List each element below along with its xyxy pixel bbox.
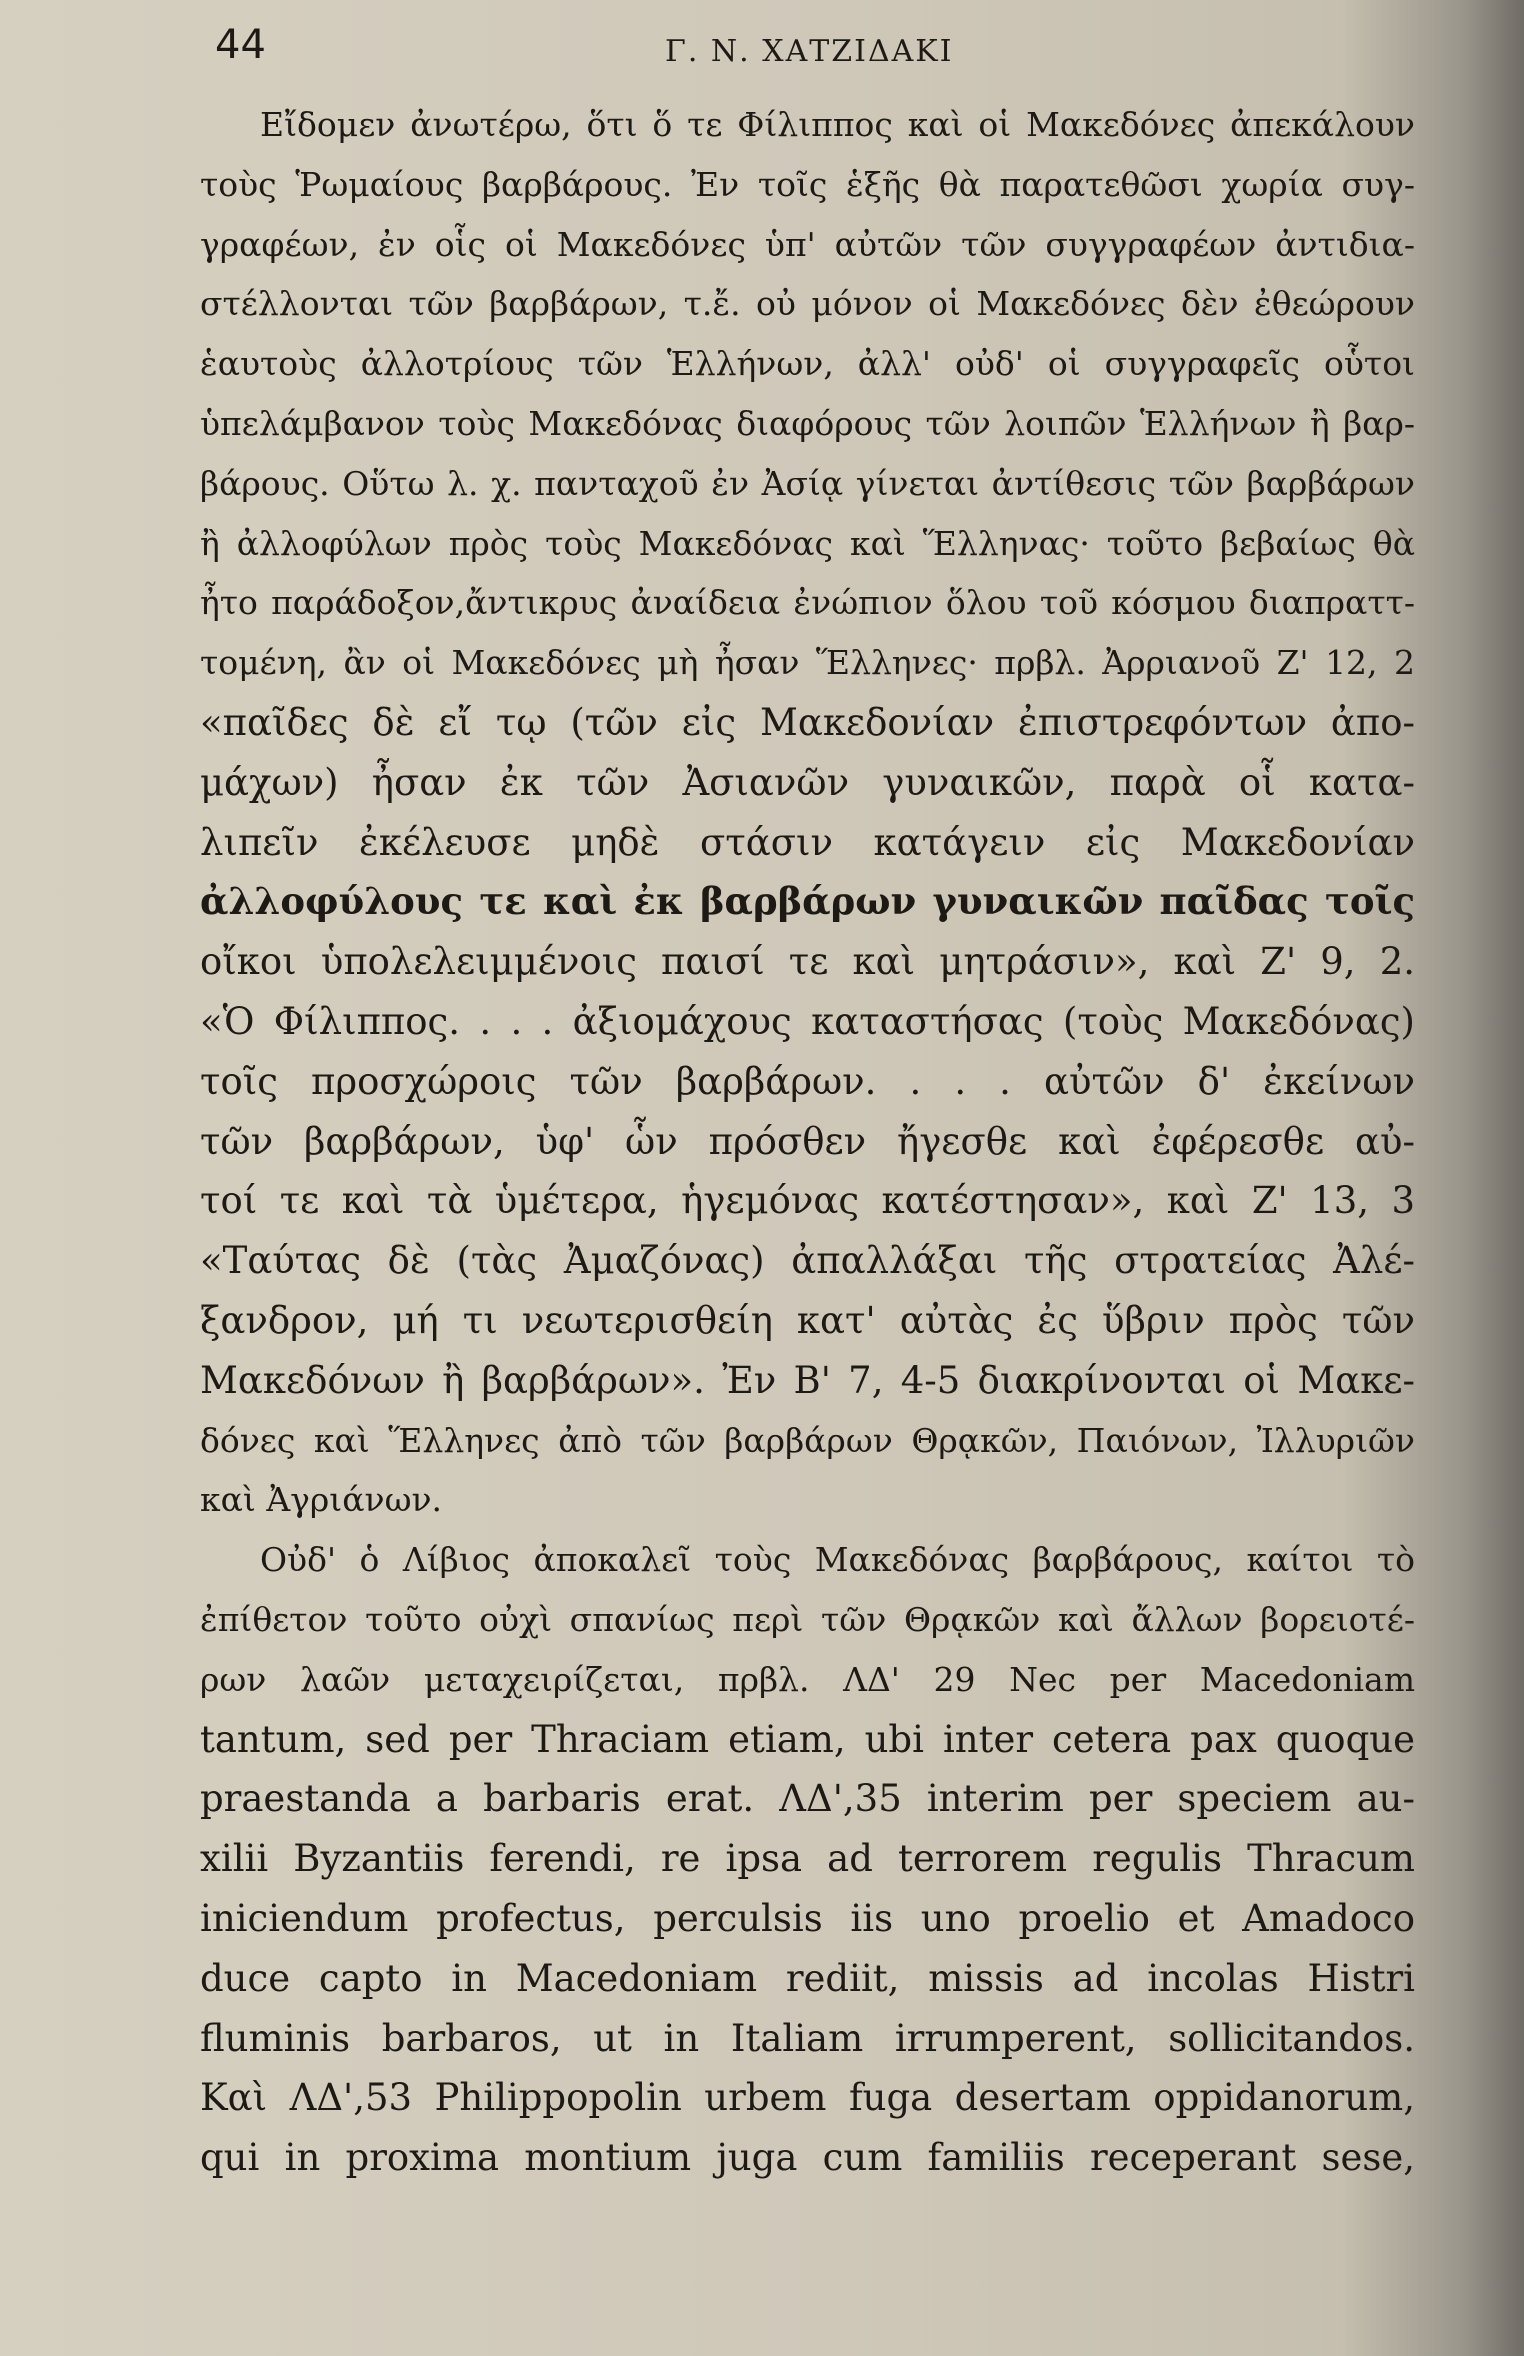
quote-line: λιπεῖν ἐκέλευσε μηδὲ στάσιν κατάγειν εἰς Μακεδονίαν (200, 820, 1415, 864)
quote-line: οἴκοι ὑπολελειμμένοις παισί τε καὶ μητράσιν», καὶ Ζ' 9, 2. (200, 940, 1415, 984)
quote-line: «Ὁ Φίλιππος. . . . ἀξιομάχους καταστήσας (τοὺς Μακεδόνας) (200, 999, 1415, 1043)
text-line: τομένη, ἂν οἱ Μακεδόνες μὴ ἦσαν Ἕλληνες· πρβλ. Ἀρριανοῦ Ζ' 12, 2 (200, 643, 1415, 683)
running-head: Γ. Ν. ΧΑΤΖΙΔΑΚΙ (665, 34, 954, 69)
latin-line: duce capto in Macedoniam rediit, missis ad incolas Histri (200, 1956, 1415, 2000)
quote-line: ξανδρον, μή τι νεωτερισθείη κατ' αὐτὰς ἐς ὕβριν πρὸς τῶν (200, 1298, 1415, 1342)
body-text (200, 95, 1415, 2188)
page-number: 44 (215, 22, 266, 68)
text-line: Εἴδομεν ἀνωτέρω, ὅτι ὅ τε Φίλιππος καὶ οἱ Μακεδόνες ἀπεκάλουν (260, 105, 1415, 144)
text-line: ἦτο παράδοξον,ἄντικρυς ἀναίδεια ἐνώπιον ὅλου τοῦ κόσμου διαπραττ- (200, 583, 1415, 623)
quote-line: τοῖς προσχώροις τῶν βαρβάρων. . . . αὐτῶν δ' ἐκείνων (200, 1059, 1415, 1103)
text-line: δόνες καὶ Ἕλληνες ἀπὸ τῶν βαρβάρων Θρᾳκῶν, Παιόνων, Ἰλλυριῶν (200, 1420, 1415, 1460)
text-line: ἢ ἀλλοφύλων πρὸς τοὺς Μακεδόνας καὶ Ἕλληνας· τοῦτο βεβαίως θὰ (200, 523, 1415, 563)
latin-line: Καὶ ΛΔ',53 Philippopolin urbem fuga desertam oppidanorum, (200, 2076, 1415, 2120)
text-line: ἐπίθετον τοῦτο οὐχὶ σπανίως περὶ τῶν Θρᾳκῶν καὶ ἄλλων βορειοτέ- (200, 1599, 1415, 1639)
quote-line: τοί τε καὶ τὰ ὑμέτερα, ἡγεμόνας κατέστησαν», καὶ Ζ' 13, 3 (200, 1179, 1415, 1223)
page-header (215, 22, 1415, 82)
quote-line: «παῖδες δὲ εἴ τῳ (τῶν εἰς Μακεδονίαν ἐπιστρεφόντων ἀπο- (200, 700, 1415, 744)
quote-line: μάχων) ἦσαν ἐκ τῶν Ἀσιανῶν γυναικῶν, παρὰ οἷ κατα- (200, 760, 1415, 804)
text-line: ἑαυτοὺς ἀλλοτρίους τῶν Ἑλλήνων, ἀλλ' οὐδ' οἱ συγγραφεῖς οὗτοι (200, 344, 1415, 384)
latin-line: xilii Byzantiis ferendi, re ipsa ad terrorem regulis Thracum (200, 1837, 1415, 1881)
quote-line: Μακεδόνων ἢ βαρβάρων». Ἐν Β' 7, 4-5 διακρίνονται οἱ Μακε- (200, 1358, 1415, 1402)
latin-line: fluminis barbaros, ut in Italiam irrumperent, sollicitandos. (200, 2016, 1415, 2060)
text-line: στέλλονται τῶν βαρβάρων, τ.ἔ. οὐ μόνον οἱ Μακεδόνες δὲν ἐθεώρουν (200, 284, 1415, 324)
text-line: τοὺς Ῥωμαίους βαρβάρους. Ἐν τοῖς ἑξῆς θὰ παρατεθῶσι χωρία συγ- (200, 164, 1415, 204)
text-line: ρων λαῶν μεταχειρίζεται, πρβλ. ΛΔ' 29 Nec per Macedoniam (200, 1659, 1415, 1699)
quote-line: τῶν βαρβάρων, ὑφ' ὧν πρόσθεν ἤγεσθε καὶ ἐφέρεσθε αὐ- (200, 1119, 1415, 1163)
text-line: καὶ Ἀγριάνων. (200, 1480, 443, 1520)
text-line: γραφέων, ἐν οἷς οἱ Μακεδόνες ὑπ' αὐτῶν τῶν συγγραφέων ἀντιδια- (200, 224, 1415, 264)
latin-line: tantum, sed per Thraciam etiam, ubi inter cetera pax quoque (200, 1717, 1415, 1761)
text-line: βάρους. Οὕτω λ. χ. πανταχοῦ ἐν Ἀσίᾳ γίνεται ἀντίθεσις τῶν βαρβάρων (200, 463, 1415, 503)
quote-line: ἀλλοφύλους τε καὶ ἐκ βαρβάρων γυναικῶν παῖδας τοῖς (200, 879, 1415, 924)
text-line: Οὐδ' ὁ Λίβιος ἀποκαλεῖ τοὺς Μακεδόνας βαρβάρους, καίτοι τὸ (260, 1540, 1415, 1580)
latin-line: iniciendum profectus, perculsis iis uno proelio et Amadoco (200, 1896, 1415, 1940)
latin-line: qui in proxima montium juga cum familiis receperant sese, (200, 2136, 1415, 2180)
latin-line: praestanda a barbaris erat. ΛΔ',35 interim per speciem au- (200, 1777, 1415, 1821)
text-line: ὑπελάμβανον τοὺς Μακεδόνας διαφόρους τῶν λοιπῶν Ἑλλήνων ἢ βαρ- (200, 403, 1415, 443)
quote-line: «Ταύτας δὲ (τὰς Ἀμαζόνας) ἀπαλλάξαι τῆς στρατείας Ἀλέ- (200, 1239, 1415, 1283)
